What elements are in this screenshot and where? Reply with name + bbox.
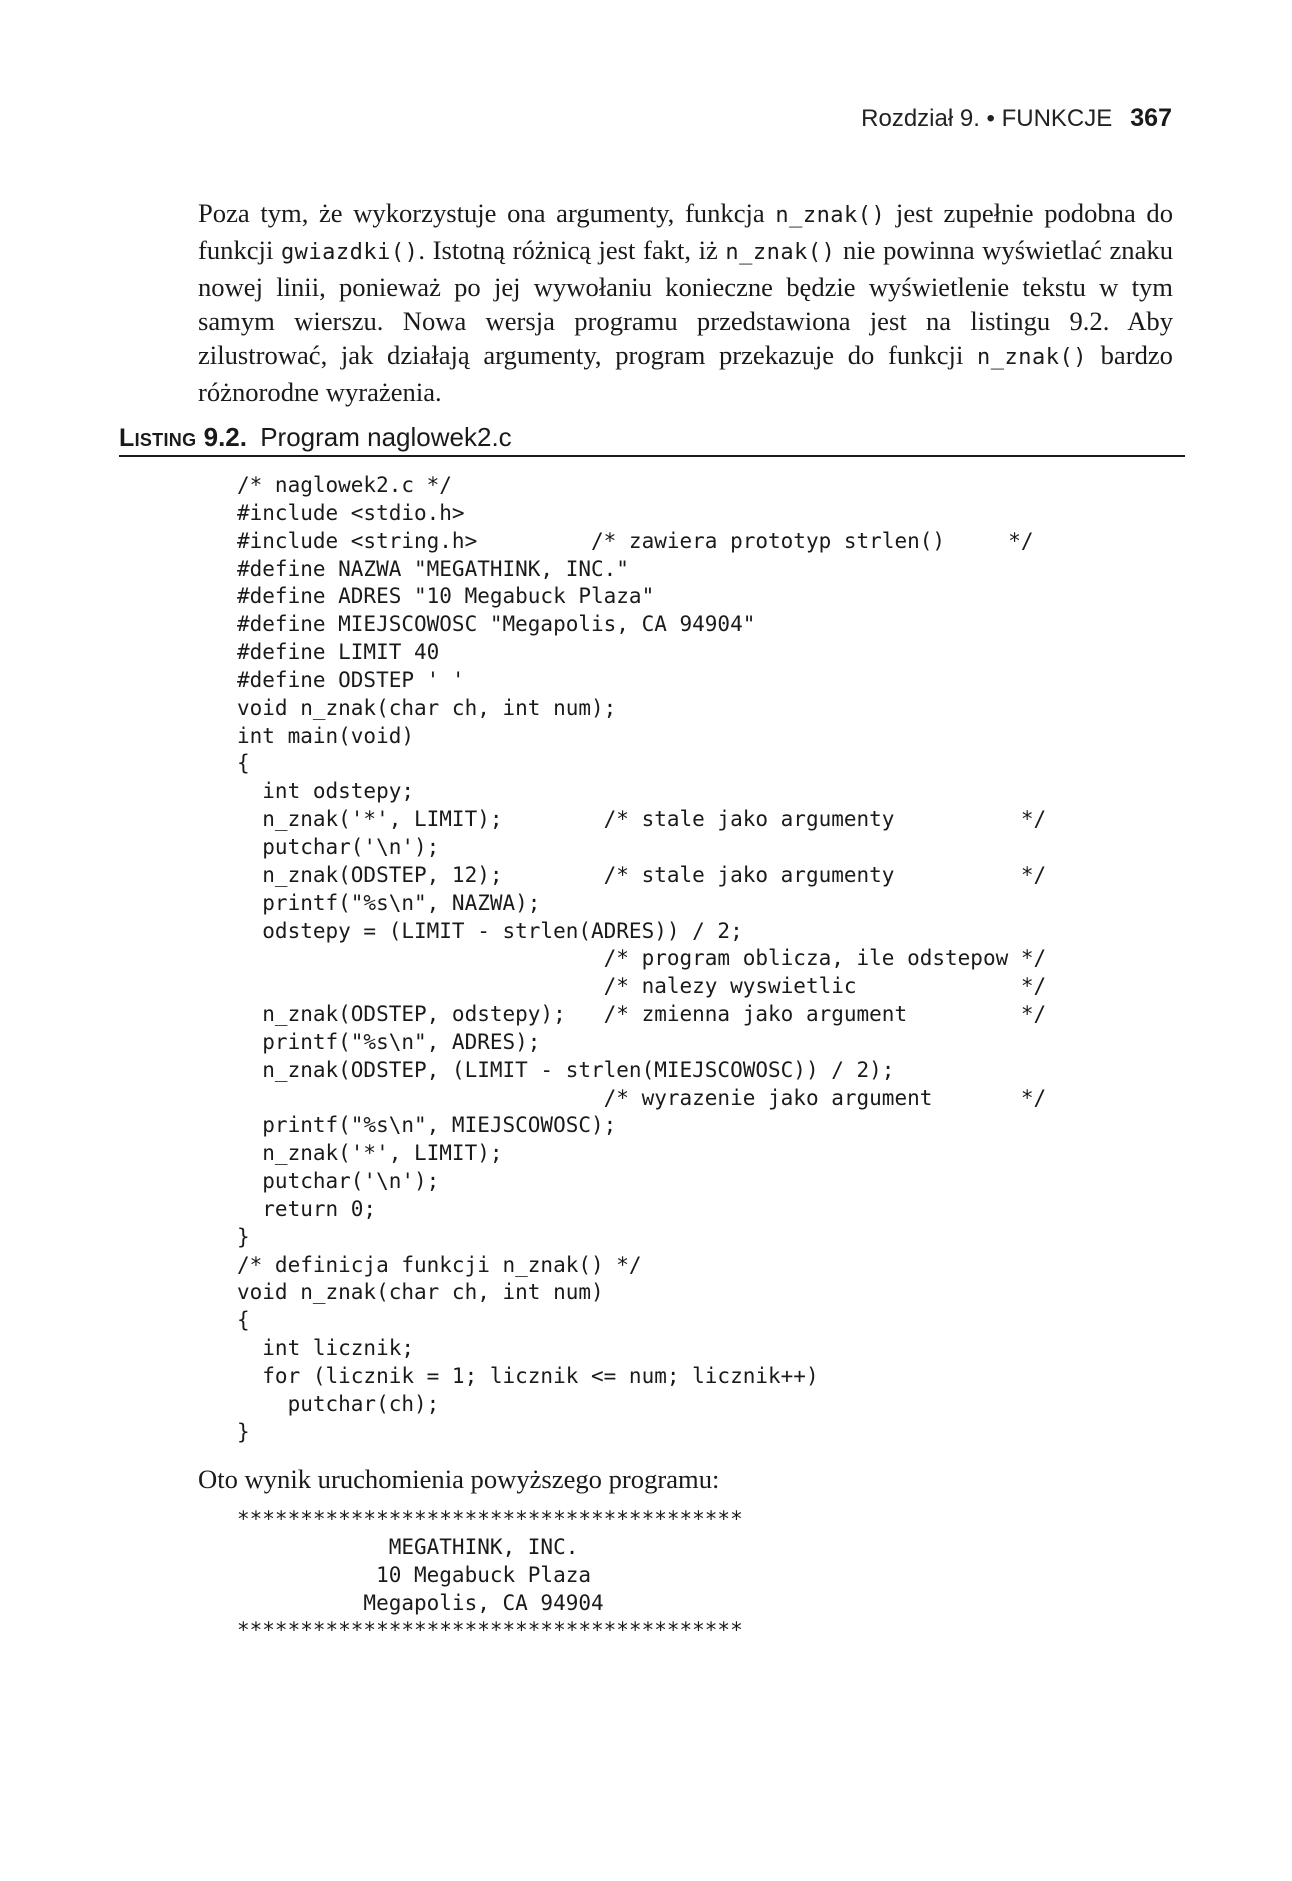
paragraph-text: bardzo różnorodne wyrażenia.	[198, 340, 1173, 407]
code-line: return 0;	[237, 1196, 377, 1221]
code-line: #include <string.h> /* zawiera prototyp strlen() */	[237, 528, 1034, 553]
listing-title: Program naglowek2.c	[260, 422, 512, 452]
code-line: for (licznik = 1; licznik <= num; licznik++)	[237, 1364, 819, 1388]
code-line: printf("%s\n", NAZWA);	[237, 890, 541, 915]
program-output	[237, 1506, 1137, 1645]
code-line: #define ADRES "10 Megabuck Plaza"	[237, 584, 655, 609]
paragraph-text: jest zupełnie podobna do funkcji	[198, 198, 1174, 265]
code-line: n_znak(ODSTEP, 12); /* stale jako argumenty */	[237, 862, 1047, 887]
code-line: printf("%s\n", MIEJSCOWOSC);	[237, 1113, 617, 1138]
code-line: {	[237, 1308, 250, 1333]
code-line: }	[237, 1224, 250, 1249]
code-line: printf("%s\n", ADRES);	[237, 1029, 541, 1054]
code-line: putchar('\n');	[237, 834, 440, 859]
code-line: /* definicja funkcji n_znak() */	[237, 1252, 642, 1277]
code-line: void n_znak(char ch, int num);	[237, 695, 617, 720]
code-line: #define NAZWA "MEGATHINK, INC."	[237, 556, 629, 581]
code-line: putchar('\n');	[237, 1169, 440, 1194]
output-line: ****************************************	[237, 1618, 743, 1643]
code-line: n_znak(ODSTEP, (LIMIT - strlen(MIEJSCOWOSC)) / 2);	[237, 1057, 895, 1082]
code-line: n_znak('*', LIMIT);	[237, 1141, 503, 1166]
output-line: Megapolis, CA 94904	[237, 1590, 604, 1615]
code-line: void n_znak(char ch, int num)	[237, 1280, 604, 1305]
code-line: #include <stdio.h>	[237, 500, 465, 525]
output-line: 10 Megabuck Plaza	[237, 1562, 592, 1587]
running-head	[198, 100, 1172, 136]
inline-code: n_znak()	[977, 345, 1087, 370]
paragraph-text: Poza tym, że wykorzystuje ona argumenty, funkcja	[198, 198, 776, 228]
code-line: putchar(ch);	[237, 1391, 440, 1416]
code-line: #define MIEJSCOWOSC "Megapolis, CA 94904"	[237, 612, 756, 637]
code-line: int licznik;	[237, 1336, 415, 1361]
inline-code: n_znak()	[775, 203, 886, 228]
paragraph-text: . Istotną różnicą jest fakt, iż	[418, 235, 726, 265]
code-line: /* program oblicza, ile odstepow */	[237, 946, 1047, 971]
code-line: /* naglowek2.c */	[237, 473, 452, 497]
body-paragraph	[198, 196, 1173, 409]
listing-label: Listing	[119, 424, 197, 452]
listing-caption	[119, 419, 1185, 457]
code-listing	[237, 472, 1137, 1447]
code-line: int odstepy;	[237, 779, 415, 804]
output-line: MEGATHINK, INC.	[237, 1534, 579, 1559]
code-line: #define LIMIT 40	[237, 640, 440, 665]
listing-number: 9.2.	[203, 422, 247, 452]
paragraph-text: nie powinna wyświetlać znaku nowej linii, ponieważ po jej wywołaniu konieczne będzie wyświetlenie tekstu w tym samym wierszu. Nowa wersja programu przedstawiona jest na listingu 9.2. Aby zilustrować, jak działają argumenty, program przekazuje do funkcji	[198, 235, 1173, 370]
code-line: int main(void)	[237, 723, 415, 748]
inline-code: n_znak()	[725, 240, 836, 265]
code-line: n_znak('*', LIMIT); /* stale jako argumenty */	[237, 807, 1047, 832]
result-intro: Oto wynik uruchomienia powyższego programu:	[198, 1464, 720, 1494]
output-line: ****************************************	[237, 1507, 743, 1531]
inline-code: gwiazdki()	[280, 240, 419, 265]
code-line: n_znak(ODSTEP, odstepy); /* zmienna jako argument */	[237, 1002, 1047, 1027]
code-line: {	[237, 751, 250, 776]
code-line: odstepy = (LIMIT - strlen(ADRES)) / 2;	[237, 918, 743, 943]
code-line: #define ODSTEP ' '	[237, 667, 465, 692]
code-line: /* nalezy wyswietlic */	[237, 974, 1047, 999]
code-line: }	[237, 1419, 250, 1444]
chapter-title: Rozdział 9. • FUNKCJE	[861, 105, 1113, 132]
code-line: /* wyrazenie jako argument */	[237, 1085, 1047, 1110]
page-number: 367	[1130, 104, 1172, 132]
